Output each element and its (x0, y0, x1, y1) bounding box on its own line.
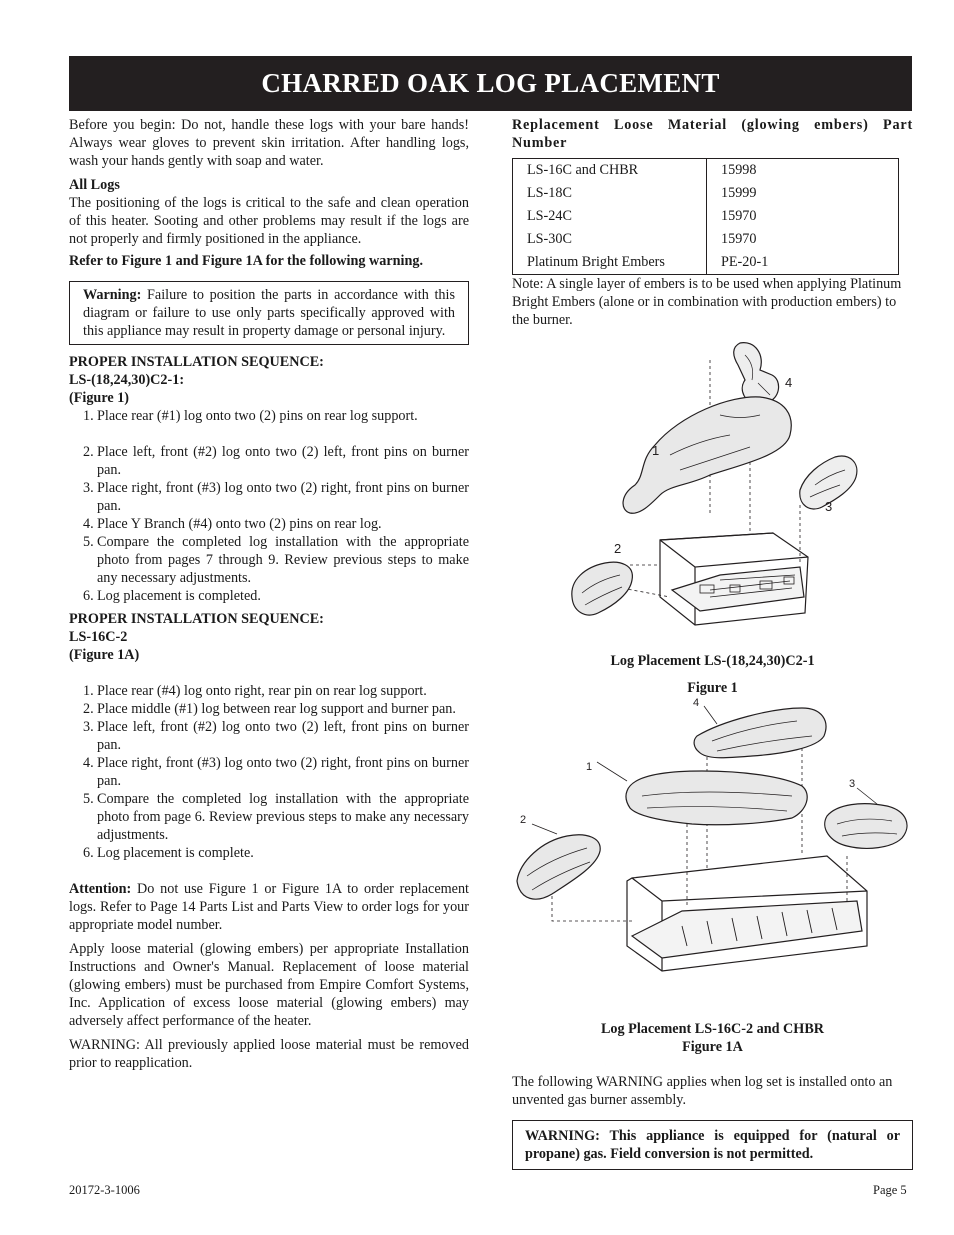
fig1a-label-2: 2 (520, 814, 527, 826)
step-text: Place rear (#1) log onto two (2) pins on rear log support. (97, 408, 418, 424)
step-number: 3. (83, 480, 94, 496)
step-number: 5. (83, 534, 94, 550)
warning-box (69, 281, 469, 345)
fig1-label-1: 1 (652, 443, 660, 458)
unvented-note: The following WARNING applies when log set is installed onto an unvented gas burner assembly. (512, 1074, 893, 1108)
part-model-cell: LS-30C (527, 231, 572, 247)
sequence-2-section (69, 610, 469, 862)
sequence-2-steps (69, 682, 469, 862)
fig1-label-3: 3 (825, 499, 833, 514)
part-number-cell: PE-20-1 (721, 254, 769, 270)
intro-paragraph: Before you begin: Do not, handle these logs with your bare hands! Always wear gloves to prevent skin irritation. After handling logs, wash your hands gently with soap and water. (69, 117, 469, 169)
sequence-1-model: LS-(18,24,30)C2-1: (69, 372, 185, 388)
step-text: Place Y Branch (#4) onto two (2) pins on rear log. (97, 516, 382, 532)
page-title: CHARRED OAK LOG PLACEMENT (69, 56, 912, 111)
step-item (69, 754, 469, 790)
part-column (707, 159, 899, 275)
step-text: Log placement is complete. (97, 845, 254, 861)
log-4-rear (694, 708, 826, 758)
sequence-2-model: LS-16C-2 (69, 629, 128, 645)
step-text: Place rear (#4) log onto right, rear pin on rear log support. (97, 683, 427, 699)
figure-1a-diagram (512, 696, 912, 986)
log-1-rear (623, 397, 791, 513)
step-number: 4. (83, 755, 94, 771)
log-3-right-front (825, 804, 907, 849)
step-item (69, 533, 469, 587)
sequence-1-figure-ref: (Figure 1) (69, 390, 130, 406)
part-number-cell: 15970 (721, 208, 757, 224)
reapplication-warning: WARNING: All previously applied loose material must be removed prior to reapplication. (69, 1037, 469, 1071)
figure-1-caption: Log Placement LS-(18,24,30)C2-1 (610, 653, 815, 669)
fig1-label-2: 2 (614, 541, 622, 556)
part-number-cell: 15970 (721, 231, 757, 247)
figure-1a-caption: Log Placement LS-16C-2 and CHBR (600, 1021, 825, 1037)
step-item (69, 718, 469, 754)
step-number: 2. (83, 701, 94, 717)
step-text: Place middle (#1) log between rear log support and burner pan. (97, 701, 456, 717)
step-text: Log placement is completed. (97, 588, 261, 604)
part-model-cell: LS-16C and CHBR (527, 162, 639, 178)
figure-1a-title: Figure 1A (682, 1039, 743, 1055)
fig1a-label-3: 3 (849, 778, 856, 790)
model-column (513, 159, 707, 275)
log-2-left-front (517, 835, 600, 899)
log-2-left-front (572, 562, 633, 615)
attention-text: Do not use Figure 1 or Figure 1A to order replacement logs. Refer to Page 14 Parts List and Parts View to order logs for your appropriate model number. (69, 881, 469, 933)
step-text: Place left, front (#2) log onto two (2) left, front pins on burner pan. (97, 444, 469, 478)
step-item (69, 790, 469, 844)
sequence-1-steps (69, 407, 469, 605)
part-number-cell: 15998 (721, 162, 757, 178)
step-item (69, 407, 469, 425)
step-text: Place right, front (#3) log onto two (2) right, front pins on burner pan. (97, 755, 469, 789)
step-number: 1. (83, 408, 94, 424)
fig1a-label-4: 4 (693, 697, 700, 709)
all-logs-paragraph: The positioning of the logs is critical to the safe and clean operation of this heater. Sooting and other problems may result if the logs are not properly and firmly positioned in the appliance. (69, 195, 469, 247)
log-4-y-branch (734, 343, 779, 405)
right-column (512, 116, 913, 329)
refer-figures-note: Refer to Figure 1 and Figure 1A for the following warning. (69, 253, 424, 269)
figure-1-title: Figure 1 (687, 680, 738, 696)
step-text: Compare the completed log installation with the appropriate photo from pages 7 through 9. Review previous steps to make any necessary adjustments. (97, 534, 469, 586)
step-number: 1. (83, 683, 94, 699)
step-item (69, 844, 469, 862)
part-model-cell: Platinum Bright Embers (527, 254, 665, 270)
step-text: Compare the completed log installation with the appropriate photo from page 6. Review previous steps to make any necessary adjustments. (97, 791, 469, 843)
embers-note: Note: A single layer of embers is to be used when applying Platinum Bright Embers (alone or in combination with production embers) to the burner. (512, 276, 902, 328)
fig1a-label-1: 1 (586, 761, 593, 773)
log-1-middle (626, 771, 807, 825)
document-number: 20172-3-1006 (69, 1183, 140, 1197)
step-item (69, 443, 469, 479)
page-number: Page 5 (873, 1183, 907, 1197)
fig1-label-4: 4 (785, 375, 793, 390)
all-logs-heading: All Logs (69, 177, 120, 193)
warning-text: Failure to position the parts in accordance with this diagram or failure to use only parts specifically approved with this appliance may result in property damage or personal injury. (83, 287, 455, 339)
sequence-2-figure-ref: (Figure 1A) (69, 647, 140, 663)
step-number: 6. (83, 588, 94, 604)
step-number: 4. (83, 516, 94, 532)
gas-warning-box: WARNING: This appliance is equipped for (natural or propane) gas. Field conversion is not permitted. (512, 1120, 913, 1170)
part-model-cell: LS-18C (527, 185, 572, 201)
step-number: 3. (83, 719, 94, 735)
attention-label: Attention: (69, 881, 132, 897)
attention-paragraph (69, 880, 469, 934)
step-text: Place right, front (#3) log onto two (2) right, front pins on burner pan. (97, 480, 469, 514)
part-number-cell: 15999 (721, 185, 757, 201)
step-item (69, 682, 469, 700)
step-number: 5. (83, 791, 94, 807)
step-number: 6. (83, 845, 94, 861)
replacement-heading: Replacement Loose Material (glowing embers) Part Number (512, 117, 913, 151)
step-number: 2. (83, 444, 94, 460)
warning-label: Warning: (83, 287, 142, 303)
parts-table (512, 158, 899, 275)
sequence-2-heading: PROPER INSTALLATION SEQUENCE: (69, 611, 324, 627)
step-text: Place left, front (#2) log onto two (2) left, front pins on burner pan. (97, 719, 469, 753)
step-item (69, 515, 469, 533)
step-item (69, 700, 469, 718)
loose-material-paragraph: Apply loose material (glowing embers) per appropriate Installation Instructions and Owner's Manual. Replacement of loose material (glowing embers) must be purchased from Empire Comfort Systems, Inc. Application of excess loose material (glowing embers) may adversely affect performance of the heater. (69, 941, 469, 1029)
step-item (69, 587, 469, 605)
left-column (69, 116, 469, 1072)
sequence-1-heading: PROPER INSTALLATION SEQUENCE: (69, 354, 324, 370)
step-item (69, 479, 469, 515)
figure-1-diagram (560, 335, 870, 635)
sequence-1-section (69, 353, 469, 605)
part-model-cell: LS-24C (527, 208, 572, 224)
